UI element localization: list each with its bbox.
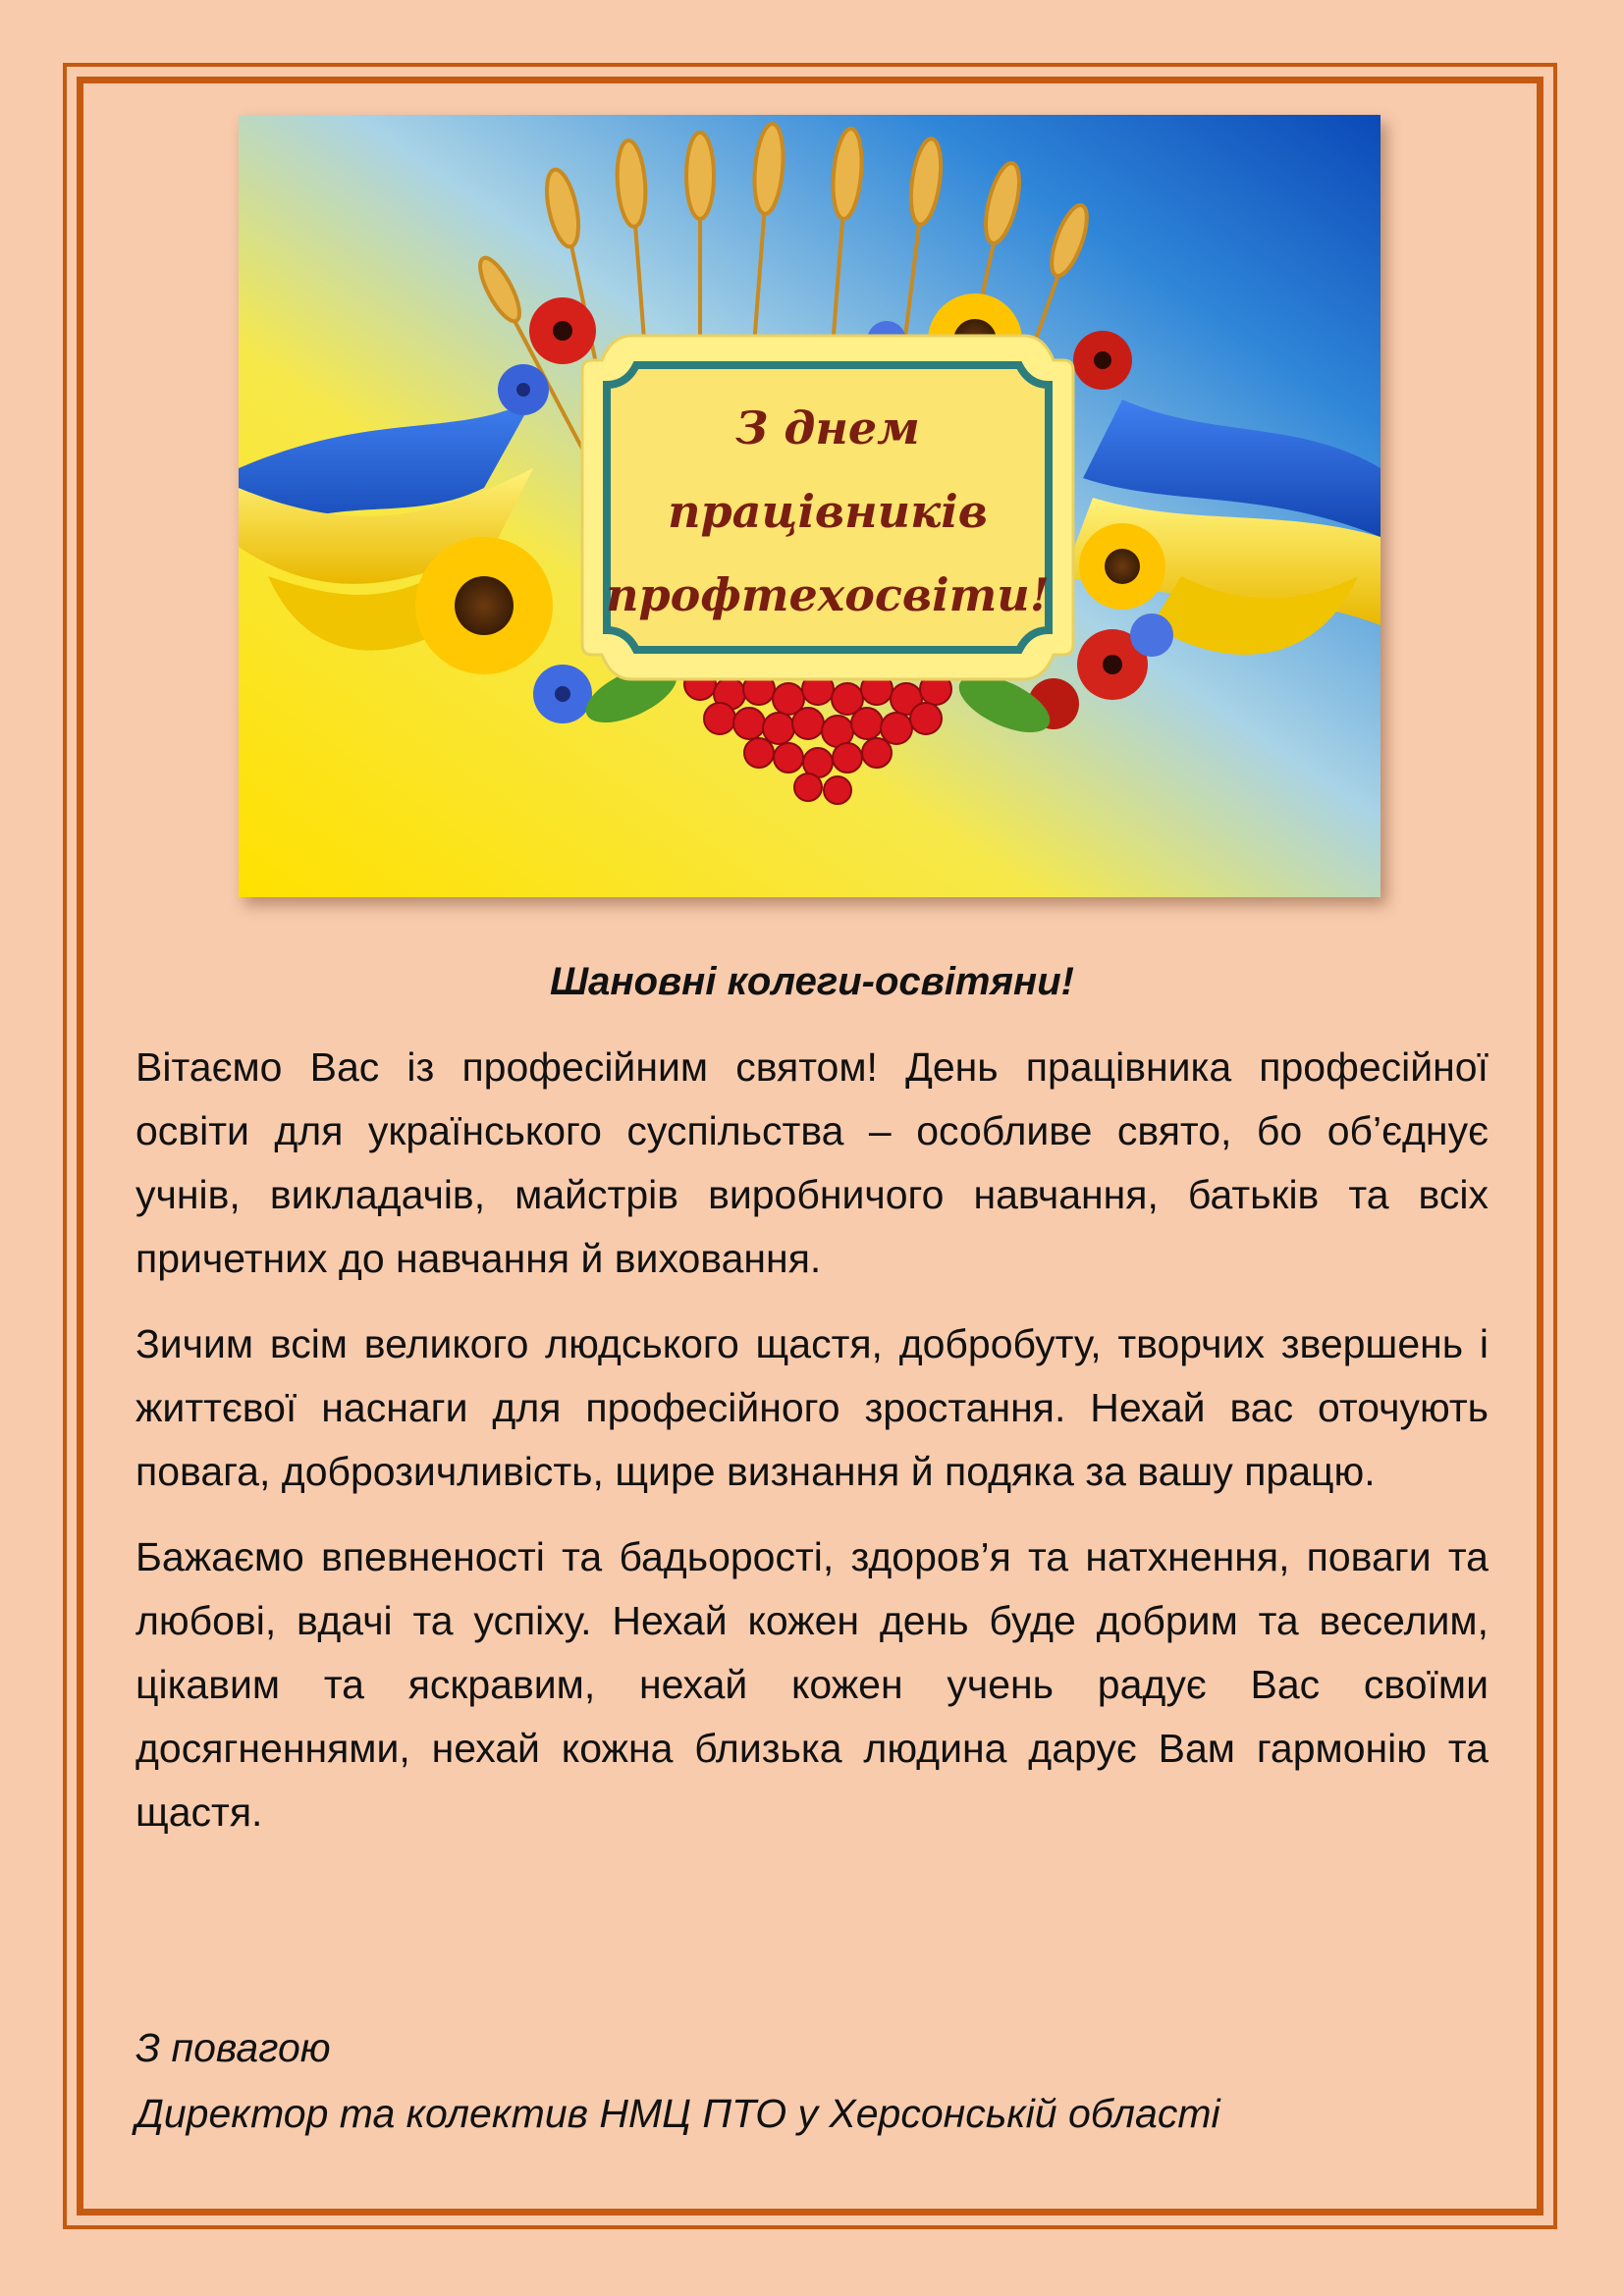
greeting-card-label [582,336,1073,679]
paragraph-3: Бажаємо впевненості та бадьорості, здоров’я та натхнення, поваги та любові, вдачі та успіху. Нехай кожен день буде добрим та веселим, цікавим та яскравим, нехай кожен учень радує Вас своїми досягненнями, нехай кожна близька людина дарує Вам гармонію та щастя. [135,1534,1489,1835]
greeting-card-image [239,115,1380,897]
signature-line-2: Директор та колектив НМЦ ПТО у Херсонській області [135,2091,1220,2136]
card-label-line2: працівників [668,485,988,538]
greeting-heading: Шановні колеги-освітяни! [550,960,1074,1003]
card-label-line1: З днем [735,401,920,454]
signature-line-1: З повагою [135,2025,331,2070]
message-body [135,1036,1489,1866]
paragraph-2: Зичим всім великого людського щастя, добробуту, творчих звершень і життєвої наснаги для професійного зростання. Нехай вас оточують повага, доброзичливість, щире визнання й подяка за вашу працю. [135,1321,1489,1494]
paragraph-1: Вітаємо Вас із професійним святом! День працівника професійної освіти для українського суспільства – особливе свято, бо об’єднує учнів, викладачів, майстрів виробничого навчання, батьків та всіх причетних до навчання й виховання. [135,1044,1489,1281]
card-label-line3: профтехосвіти! [606,568,1050,621]
signature-block [135,2015,1489,2147]
